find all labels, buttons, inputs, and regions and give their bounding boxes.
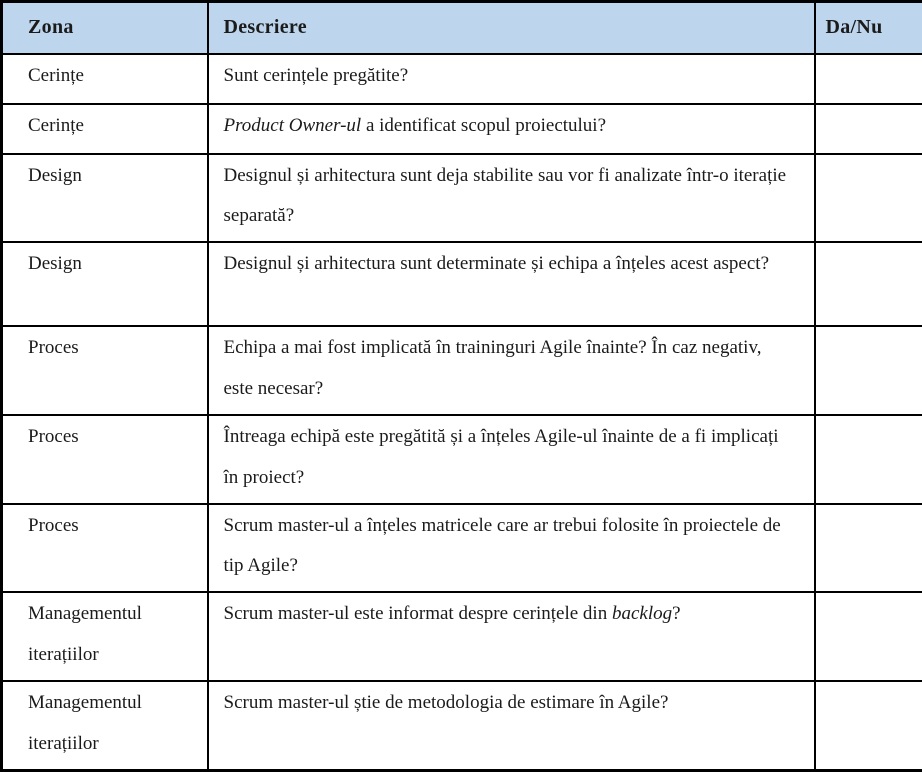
zona-cell: Managementul iterațiilor	[2, 681, 208, 770]
descriere-text: a identificat scopul proiectului?	[361, 115, 606, 136]
descriere-text: Designul și arhitectura sunt determinate și echipa a înțeles acest aspect?	[224, 253, 770, 274]
danu-answer-cell[interactable]	[815, 592, 922, 681]
table-row	[2, 504, 922, 593]
descriere-text-italic: backlog	[612, 603, 672, 624]
zona-cell: Design	[2, 154, 208, 243]
descriere-cell	[208, 504, 815, 593]
danu-answer-cell[interactable]	[815, 326, 922, 415]
zona-cell: Cerințe	[2, 54, 208, 104]
descriere-text: ?	[672, 603, 680, 624]
zona-cell: Design	[2, 242, 208, 326]
table-row	[2, 154, 922, 243]
danu-answer-cell[interactable]	[815, 504, 922, 593]
table-row	[2, 242, 922, 326]
descriere-text: Scrum master-ul a înțeles matricele care ar trebui folosite în proiectele de tip Agile?	[224, 515, 781, 577]
descriere-cell	[208, 242, 815, 326]
danu-answer-cell[interactable]	[815, 681, 922, 770]
table-body	[2, 54, 922, 771]
danu-answer-cell[interactable]	[815, 154, 922, 243]
table-row	[2, 54, 922, 104]
zona-cell: Proces	[2, 504, 208, 593]
descriere-text: Sunt cerințele pregătite?	[224, 65, 409, 86]
table-row	[2, 415, 922, 504]
descriere-cell	[208, 681, 815, 770]
descriere-cell	[208, 154, 815, 243]
column-header-danu: Da/Nu	[815, 2, 922, 54]
descriere-text: Echipa a mai fost implicată în traininguri Agile înainte? În caz negativ, este necesar?	[224, 337, 762, 399]
descriere-cell	[208, 54, 815, 104]
descriere-cell	[208, 104, 815, 154]
descriere-text-italic: Product Owner-ul	[224, 115, 362, 136]
zona-cell: Proces	[2, 415, 208, 504]
table-row	[2, 592, 922, 681]
zona-cell: Cerințe	[2, 104, 208, 154]
zona-cell: Managementul iterațiilor	[2, 592, 208, 681]
descriere-cell	[208, 415, 815, 504]
danu-answer-cell[interactable]	[815, 104, 922, 154]
danu-answer-cell[interactable]	[815, 415, 922, 504]
descriere-cell	[208, 326, 815, 415]
descriere-text: Scrum master-ul este informat despre cerințele din	[224, 603, 612, 624]
column-header-descriere: Descriere	[208, 2, 815, 54]
table-row	[2, 104, 922, 154]
column-header-zona: Zona	[2, 2, 208, 54]
danu-answer-cell[interactable]	[815, 54, 922, 104]
descriere-text: Designul și arhitectura sunt deja stabilite sau vor fi analizate într-o iterație separată?	[224, 165, 787, 227]
descriere-text: Întreaga echipă este pregătită și a înțeles Agile-ul înainte de a fi implicați în proiect?	[224, 426, 779, 488]
danu-answer-cell[interactable]	[815, 242, 922, 326]
descriere-cell	[208, 592, 815, 681]
zona-cell: Proces	[2, 326, 208, 415]
descriere-text: Scrum master-ul știe de metodologia de estimare în Agile?	[224, 692, 669, 713]
table-row	[2, 326, 922, 415]
table-row	[2, 681, 922, 770]
header-row	[2, 2, 922, 54]
